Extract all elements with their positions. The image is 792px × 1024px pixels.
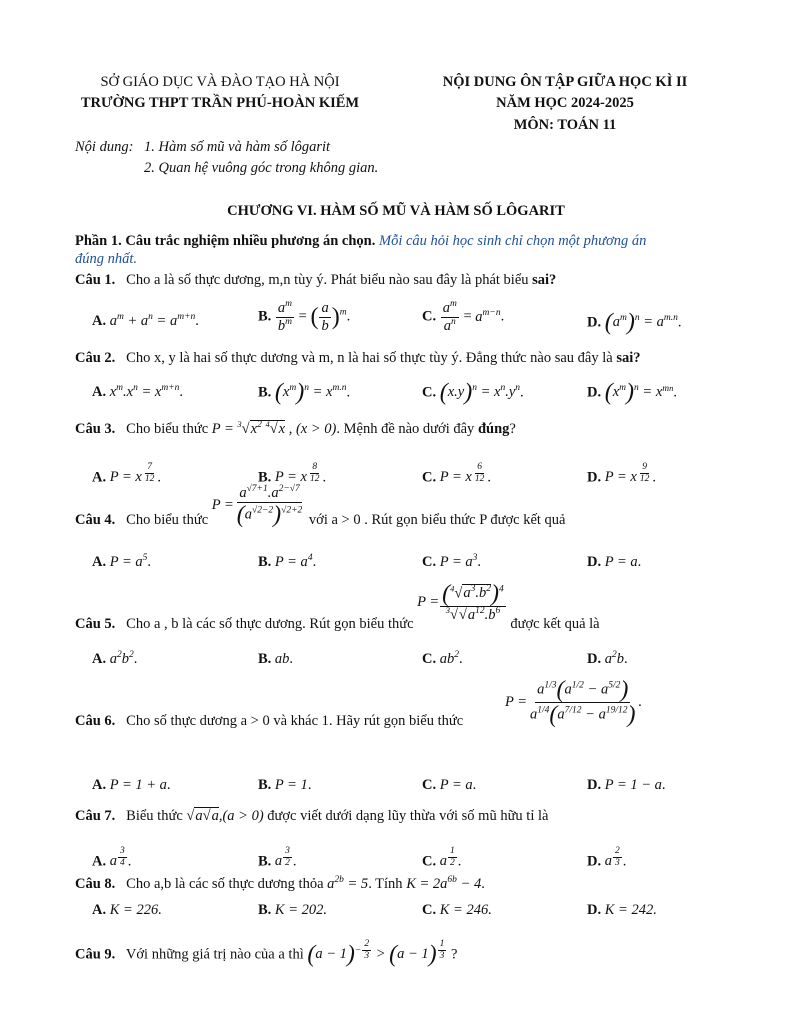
question-7 bbox=[75, 808, 548, 825]
q1-option-b[interactable]: B. $\frac{a^m}{b^m}$ = ( $\frac{a}{b}$ )$^m$. bbox=[258, 299, 351, 334]
content-item-1: 1. Hàm số mũ và hàm số lôgarit bbox=[144, 139, 331, 155]
q6-option-a[interactable]: A. P = 1 + a. bbox=[92, 777, 171, 793]
q1-option-c[interactable]: C. $\frac{a^m}{a^n}$ = $a^{m-n}$. bbox=[422, 299, 505, 334]
doc-title: NỘI DUNG ÔN TẬP GIỮA HỌC KÌ II bbox=[442, 74, 688, 90]
q4-option-c[interactable]: C. $P = a^3$. bbox=[422, 553, 481, 570]
q9-label: Câu 9. bbox=[75, 946, 116, 963]
q2-option-a[interactable]: A. $x^m.x^n = x^{m+n}$. bbox=[92, 383, 183, 400]
q4-option-d[interactable]: D. P = a. bbox=[587, 554, 642, 570]
question-4 bbox=[75, 485, 565, 527]
q1-option-a[interactable]: A. $a^m + a^n = a^{m+n}$. bbox=[92, 312, 199, 329]
q2-text: Cho x, y là hai số thực dương và m, n là hai số thực tùy ý. Đẳng thức nào sau đây là bbox=[126, 350, 613, 366]
question-5 bbox=[75, 581, 600, 633]
q5-text-b: được kết quả là bbox=[510, 616, 600, 633]
q3-option-d[interactable]: D. P = x $^{\frac{9}{12}}$ . bbox=[587, 462, 656, 486]
q2-bold: sai? bbox=[616, 350, 641, 366]
q1-option-d[interactable]: D. $(a^m)^n = a^{m.n}$. bbox=[587, 310, 682, 336]
q1-text: Cho a là số thực dương, m,n tùy ý. Phát biểu nào sau đây là phát biểu bbox=[126, 272, 529, 288]
question-2 bbox=[75, 350, 640, 367]
q5-option-a[interactable]: A. $a^2b^2$. bbox=[92, 650, 138, 667]
q8-option-c[interactable]: C. K = 246. bbox=[422, 902, 492, 918]
school-year: NĂM HỌC 2024-2025 bbox=[496, 95, 634, 111]
q7-option-c[interactable]: C. a $^{\frac{1}{2}}$ . bbox=[422, 846, 462, 870]
q6-label: Câu 6. bbox=[75, 713, 116, 729]
q6-formula: P = $\frac{a^{1/3}(a^{1/2} - a^{5/2})}{a^{1/4}(a^{7/12} - a^{19/12})}$ . bbox=[505, 677, 643, 728]
q2-label: Câu 2. bbox=[75, 350, 116, 366]
q7-text-b: được viết dưới dạng lũy thừa với số mũ hữu tỉ là bbox=[267, 808, 549, 824]
school-name: TRƯỜNG THPT TRẦN PHÚ-HOÀN KIẾM bbox=[80, 95, 360, 111]
question-6-text bbox=[75, 713, 463, 730]
q5-option-b[interactable]: B. ab. bbox=[258, 651, 294, 667]
q6-option-c[interactable]: C. P = a. bbox=[422, 777, 477, 793]
q3-option-a[interactable]: A. P = x $^{\frac{7}{12}}$ . bbox=[92, 462, 161, 486]
q4-option-a[interactable]: A. $P = a^5$. bbox=[92, 553, 151, 570]
part-note-2: đúng nhất. bbox=[75, 251, 138, 267]
q7-text-a: Biểu thức bbox=[126, 808, 183, 824]
q3-text-b: . Mệnh đề nào dưới đây bbox=[336, 421, 475, 437]
q5-text-a: Cho a , b là các số thực dương. Rút gọn biểu thức bbox=[126, 616, 414, 633]
content-label: Nội dung: bbox=[75, 139, 134, 155]
q9-text-a: Với những giá trị nào của a thì bbox=[125, 946, 304, 963]
q5-option-c[interactable]: C. $ab^2$. bbox=[422, 650, 463, 667]
question-1 bbox=[75, 272, 556, 289]
q3-bold: đúng bbox=[477, 421, 510, 437]
q2-option-b[interactable]: B. $(x^m)^n = x^{m.n}$. bbox=[258, 380, 351, 406]
q1-label: Câu 1. bbox=[75, 272, 116, 288]
q8-text-b: . Tính bbox=[368, 876, 403, 892]
q8-option-b[interactable]: B. K = 202. bbox=[258, 902, 328, 918]
q7-option-b[interactable]: B. a $^{\frac{3}{2}}$ . bbox=[258, 846, 297, 870]
q5-option-d[interactable]: D. $a^2b$. bbox=[587, 650, 628, 667]
q4-text-b: với a > 0 . Rút gọn biểu thức P được kết quả bbox=[308, 512, 566, 529]
q8-text-a: Cho a,b là các số thực dương thỏa bbox=[126, 876, 324, 892]
question-8: Câu 8. Cho a,b là các số thực dương thỏa $a^{2b} = 5$. Tính $K = 2a^{6b} - 4$. bbox=[75, 875, 485, 892]
question-9: Câu 9. Với những giá trị nào của a thì $(a - 1)^{- \frac{2}{3}}$ > (a − 1) $^{\frac{1}{3}}$ ? bbox=[75, 939, 458, 969]
subject: MÔN: TOÁN 11 bbox=[513, 117, 617, 133]
part-note: Mỗi câu hỏi học sinh chỉ chọn một phương án bbox=[378, 233, 647, 249]
q7-formula: √a√a,(a > 0) bbox=[186, 808, 264, 824]
q2-option-d[interactable]: D. $(x^m)^n = x^{mn}$. bbox=[587, 380, 678, 406]
q8-option-d[interactable]: D. K = 242. bbox=[587, 902, 657, 918]
q7-option-d[interactable]: D. a $^{\frac{2}{3}}$ . bbox=[587, 846, 627, 870]
part-title: Phần 1. Câu trắc nghiệm nhiều phương án chọn. bbox=[75, 233, 376, 249]
q5-formula: P = $\frac{(^4√a^3.b^2)^4}{^3√√a^{12}.b^6}$ bbox=[417, 581, 504, 623]
q3-option-b[interactable]: B. P = x $^{\frac{8}{12}}$ . bbox=[258, 462, 327, 486]
q8-option-a[interactable]: A. K = 226. bbox=[92, 902, 162, 918]
question-3: Câu 3. Cho biểu thức $P = ^3√x^2$ $^4$√x , (x > 0). Mệnh đề nào dưới đây đúng? bbox=[75, 419, 516, 437]
q4-text-a: Cho biểu thức bbox=[126, 512, 209, 529]
q4-formula: P = $\frac{a^{√7+1}.a^{2-√7}}{(a^{√2-2})^{√2+2}}$ bbox=[211, 484, 303, 528]
chapter-title: CHƯƠNG VI. HÀM SỐ MŨ VÀ HÀM SỐ LÔGARIT bbox=[227, 203, 565, 219]
q3-text-a: Cho biểu thức bbox=[126, 421, 209, 437]
q6-option-b[interactable]: B. P = 1. bbox=[258, 777, 312, 793]
q4-option-b[interactable]: B. $P = a^4$. bbox=[258, 553, 317, 570]
q7-option-a[interactable]: A. a $^{\frac{3}{4}}$ . bbox=[92, 846, 132, 870]
q8-label: Câu 8. bbox=[75, 876, 116, 892]
q3-label: Câu 3. bbox=[75, 421, 116, 437]
q4-label: Câu 4. bbox=[75, 512, 116, 529]
q6-option-d[interactable]: D. P = 1 − a. bbox=[587, 777, 666, 793]
q2-option-c[interactable]: C. $(x.y)^n = x^n.y^n$. bbox=[422, 380, 524, 406]
dept-name: SỞ GIÁO DỤC VÀ ĐÀO TẠO HÀ NỘI bbox=[100, 74, 340, 90]
q5-label: Câu 5. bbox=[75, 616, 116, 633]
content-item-2: 2. Quan hệ vuông góc trong không gian. bbox=[144, 160, 379, 176]
part-heading bbox=[75, 233, 646, 250]
q1-bold: sai? bbox=[532, 272, 557, 288]
q3-option-c[interactable]: C. P = x $^{\frac{6}{12}}$ . bbox=[422, 462, 491, 486]
q3-formula: $P = ^3√x^2$ $^4$√x , (x > 0) bbox=[211, 419, 337, 437]
q7-label: Câu 7. bbox=[75, 808, 116, 824]
q6-text-a: Cho số thực dương a > 0 và khác 1. Hãy rút gọn biểu thức bbox=[126, 713, 464, 729]
